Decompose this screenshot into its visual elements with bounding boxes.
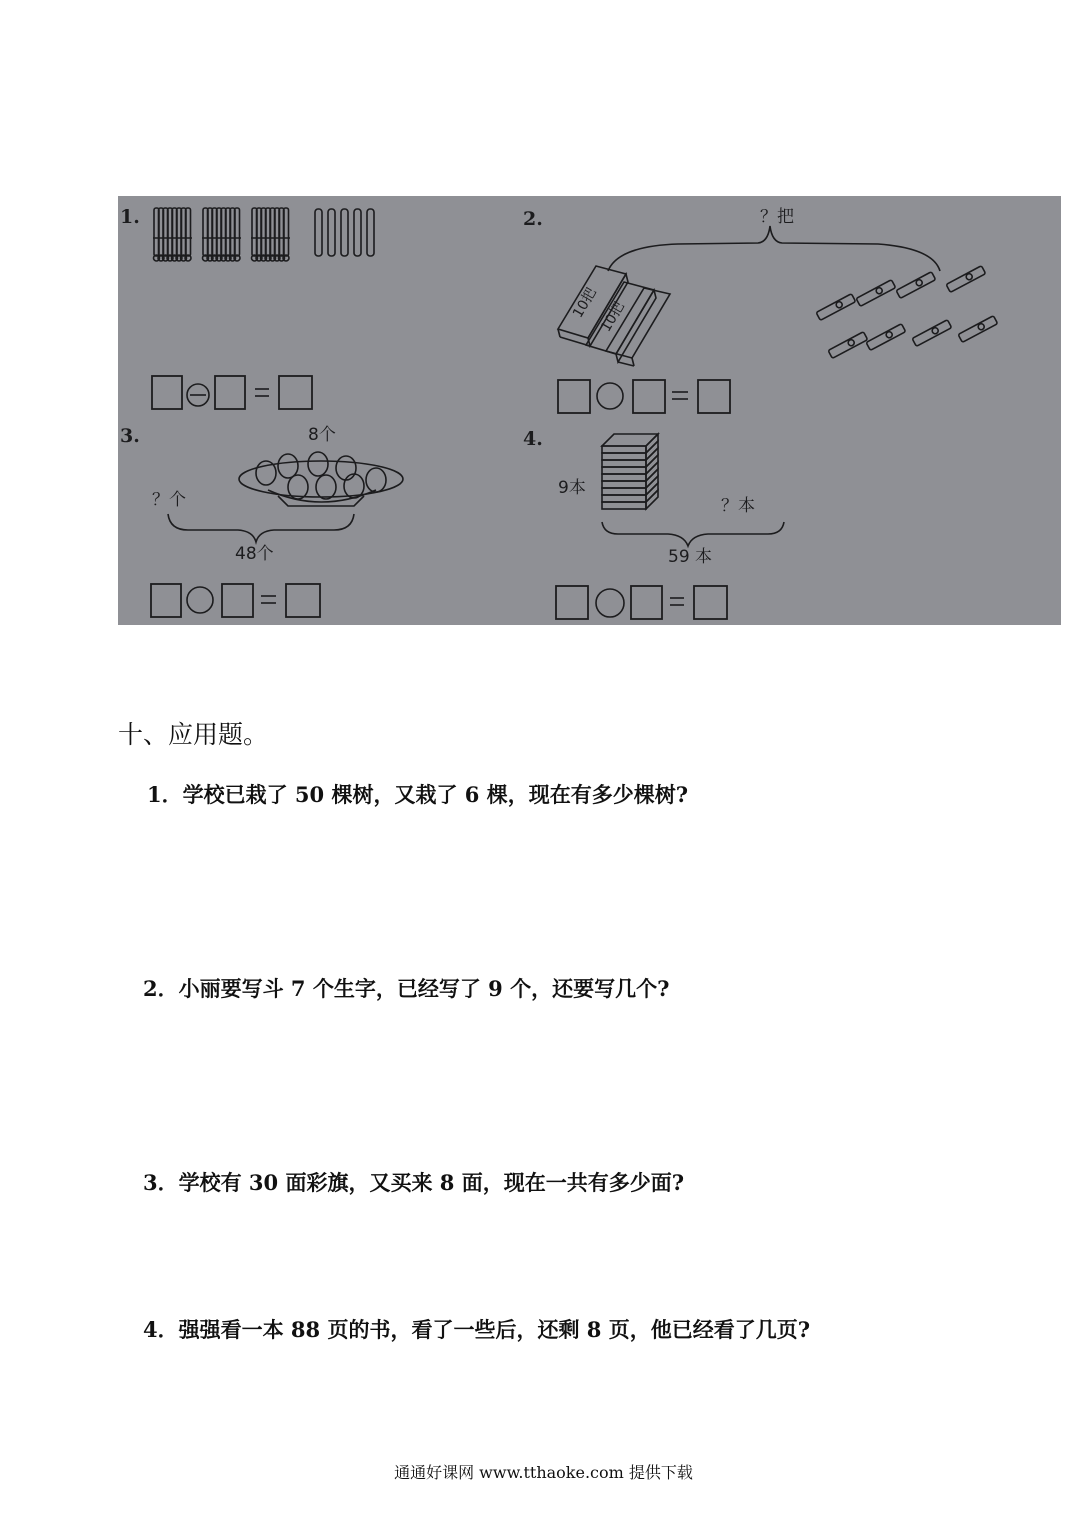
unknown-books-label: ？本 bbox=[721, 496, 755, 516]
question-4: 4．强强看一本 88 页的书，看了一些后，还剩 8 页，他已经看了几页? bbox=[143, 1317, 810, 1342]
brush-total-unknown-label: ？把 bbox=[760, 207, 794, 227]
stack-count-label: 9本 bbox=[558, 478, 586, 498]
brace-bottom-4 bbox=[602, 522, 784, 546]
question-1: 1．学校已栽了 50 棵树，又栽了 6 棵，现在有多少棵树? bbox=[147, 782, 688, 807]
brace-bottom-3 bbox=[168, 514, 354, 542]
equation-boxes-2 bbox=[558, 380, 730, 413]
unknown-count-label: ？个 bbox=[152, 490, 186, 510]
equation-boxes-3 bbox=[151, 584, 320, 617]
brace-top-2 bbox=[608, 226, 940, 271]
section-title: 十、应用题。 bbox=[118, 720, 269, 749]
loose-brushes-illustration bbox=[816, 266, 998, 359]
bundle-label-1: 10把 bbox=[570, 285, 600, 321]
question-2: 2．小丽要写斗 7 个生字，已经写了 9 个，还要写几个? bbox=[143, 976, 670, 1001]
footer-source: 通通好课网 www.tthaoke.com 提供下载 bbox=[394, 1463, 693, 1482]
plate-count-label: 8个 bbox=[308, 425, 336, 445]
picture-problems-panel bbox=[118, 196, 1061, 625]
question-3: 3．学校有 30 面彩旗，又买来 8 面，现在一共有多少面? bbox=[143, 1170, 684, 1195]
equation-boxes-1 bbox=[152, 376, 312, 409]
total-books-label: 59 本 bbox=[668, 547, 713, 567]
book-stack-illustration bbox=[602, 434, 658, 509]
problem-number-2: 2. bbox=[523, 208, 543, 230]
plate-illustration bbox=[239, 452, 403, 506]
total-count-label: 48个 bbox=[235, 544, 274, 564]
problem-number-4: 4. bbox=[523, 428, 543, 450]
problem-number-1: 1. bbox=[120, 206, 140, 228]
equation-boxes-4 bbox=[556, 586, 727, 619]
bundle-label-2: 10把 bbox=[598, 299, 628, 335]
stick-bundles-illustration bbox=[153, 208, 374, 261]
problem-number-3: 3. bbox=[120, 425, 140, 447]
